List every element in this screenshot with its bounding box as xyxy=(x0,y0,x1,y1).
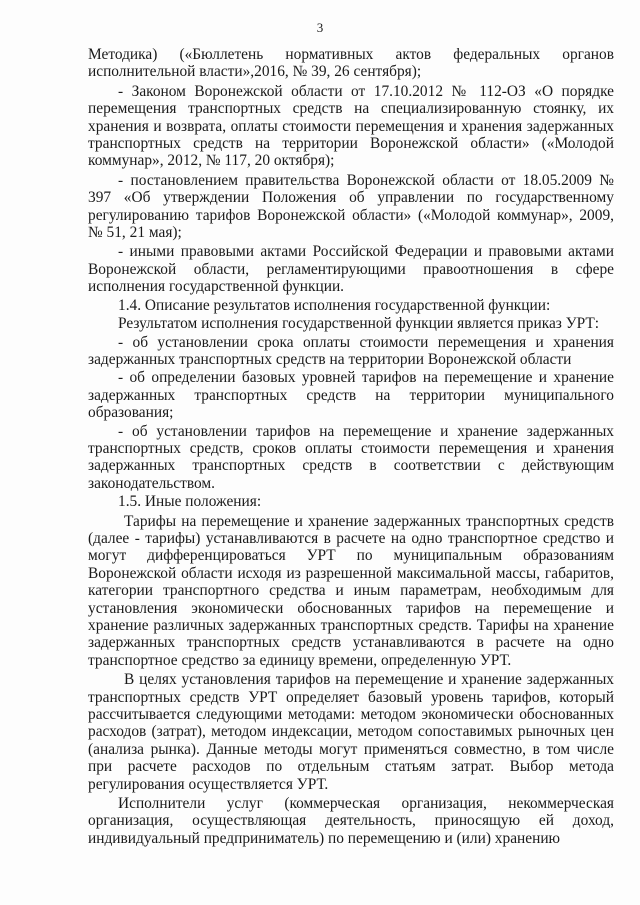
section-heading-1-4: 1.4. Описание результатов исполнения государственной функции: xyxy=(118,296,551,314)
paragraph-result-intro: Результатом исполнения государственной функции является приказ УРТ: xyxy=(118,315,600,333)
paragraph-tariffs-definition: Тарифы на перемещение и хранение задержанных транспортных средств (далее - тарифы) устанавливаются в расчете на одно транспортное средство и могут дифференцироваться УРТ по муниципальным образованиям Воронежской области исходя из разрешенной максимальной массы, габаритов, категории транспортного средства и иным параметрам, необходимым для установления экономически обоснованных тарифов на перемещение и хранение различных задержанных транспортных средств. Тарифы на хранение задержанных транспортных средств устанавливаются в расчете на одно транспортное средство за единицу времени, определенную УРТ. xyxy=(88,512,614,669)
list-item-payment-term: - об установлении срока оплаты стоимости перемещения и хранения задержанных транспортных средств на территории Воронежской области xyxy=(88,333,614,368)
paragraph-tariff-methods: В целях установления тарифов на перемещение и хранение задержанных транспортных средств УРТ определяет базовый уровень тарифов, который рассчитывается следующими методами: методом экономически обоснованных расходов (затрат), методом индексации, методом сопоставимых рыночных цен (анализа рынка). Данные методы могут применяться совместно, в том числе при расчете расходов по отдельным статьям затрат. Выбор метода регулирования осуществляется УРТ. xyxy=(88,671,614,793)
paragraph-other-legal-acts: - иными правовыми актами Российской Федерации и правовыми актами Воронежской области, регламентирующими правоотношения в сфере исполнения государственной функции. xyxy=(88,243,614,296)
paragraph-voronezh-law: - Законом Воронежской области от 17.10.2012 № 112-ОЗ «О порядке перемещения транспортных средств на специализированную стоянку, их хранения и возврата, оплаты стоимости перемещения и хранения задержанных транспортных средств на территории Воронежской области» («Молодой коммунар», 2012, № 117, 20 октября); xyxy=(88,82,614,170)
list-item-base-tariff-levels: - об определении базовых уровней тарифов на перемещение и хранение задержанных транспортных средств на территории муниципального образования; xyxy=(88,369,614,422)
paragraph-methodology-continuation: Методика) («Бюллетень нормативных актов федеральных органов исполнительной власти»,2016, № 39, 26 сентября); xyxy=(88,46,614,81)
paragraph-government-resolution: - постановлением правительства Воронежской области от 18.05.2009 № 397 «Об утверждении Положения об управлении по государственному регулированию тарифов Воронежской области» («Молодой коммунар», 2009, № 51, 21 мая); xyxy=(88,171,614,242)
list-item-tariffs-and-terms: - об установлении тарифов на перемещение и хранение задержанных транспортных средств, сроков оплаты стоимости перемещения и хранения задержанных транспортных средств в соответствии с действующим законодательством. xyxy=(88,422,614,492)
paragraph-service-providers: Исполнители услуг (коммерческая организация, некоммерческая организация, осуществляющая деятельность, приносящую ей доход, индивидуальный предприниматель) по перемещению и (или) хранению xyxy=(88,795,614,847)
section-heading-1-5: 1.5. Иные положения: xyxy=(118,493,262,511)
page-number: 3 xyxy=(316,20,324,35)
document-body xyxy=(88,46,614,847)
